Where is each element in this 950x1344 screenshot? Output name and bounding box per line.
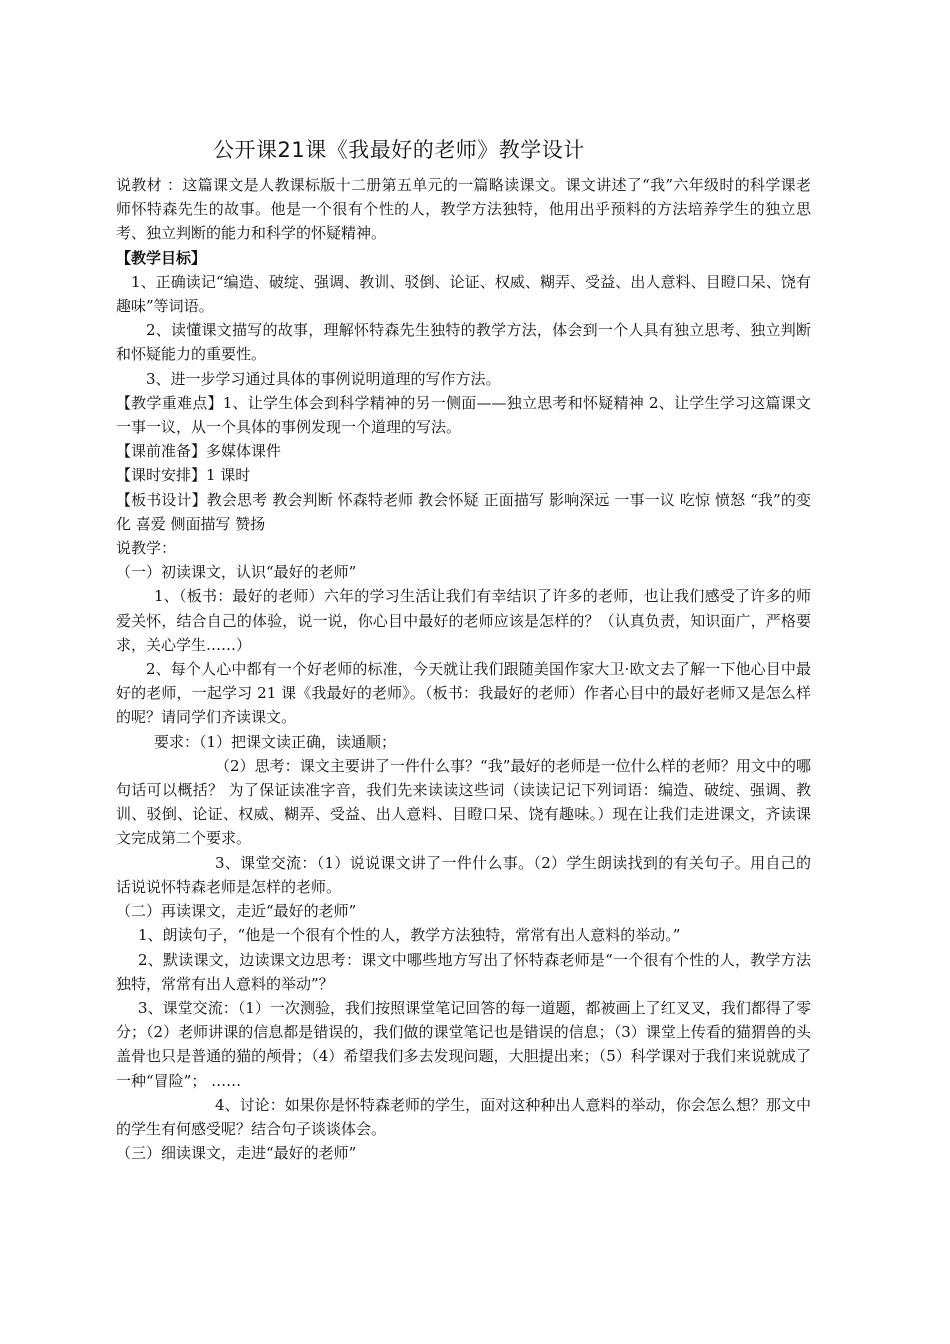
paragraph-preparation: 【课前准备】多媒体课件 — [116, 442, 282, 461]
paragraph-goal-1: 1、正确读记“编造、破绽、强调、教训、驳倒、论证、权威、糊弄、受益、出人意料、目瞪口呆、饶有趣味”等词语。 — [116, 272, 811, 316]
paragraph-schedule: 【课时安排】1 课时 — [116, 466, 251, 485]
section-heading-part-2: （二）再读课文，走近“最好的老师” — [116, 902, 357, 921]
document-title: 公开课21课《我最好的老师》教学设计 — [213, 138, 585, 162]
paragraph-part2-step2: 2、默读课文，边读课文边思考：课文中哪些地方写出了怀特森老师是“一个很有个性的人，教学方法独特，常常有出人意料的举动”？ — [116, 950, 811, 993]
paragraph-part2-step3: 3、课堂交流：（1）一次测验，我们按照课堂笔记回答的每一道题，都被画上了红叉叉，我们都得了零分；（2）老师讲课的信息都是错误的，我们做的课堂笔记也是错误的信息；（3）课堂上传看的猫猬兽的头盖骨也只是普通的猫的颅骨；（4）希望我们多去发现问题，大胆提出来；（5）科学课对于我们来说就成了一种“冒险”； …… — [116, 998, 811, 1090]
paragraph-part2-step1: 1、朗读句子，“他是一个很有个性的人，教学方法独特，常常有出人意料的举动。” — [138, 926, 681, 945]
paragraph-board-design: 【板书设计】教会思考 教会判断 怀森特老师 教会怀疑 正面描写 影响深远 一事一议 吃惊 愤怒 “我”的变化 喜爱 侧面描写 赞扬 — [116, 490, 811, 533]
paragraph-goal-3: 3、进一步学习通过具体的事例说明道理的写作方法。 — [146, 369, 501, 388]
paragraph-goal-2: 2、读懂课文描写的故事，理解怀特森先生独特的教学方法，体会到一个人具有独立思考、独立判断和怀疑能力的重要性。 — [116, 321, 811, 364]
paragraph-part1-step2: 2、每个人心中都有一个好老师的标准，今天就让我们跟随美国作家大卫·欧文去了解一下他心目中最好的老师，一起学习 21 课《我最好的老师》。（板书：我最好的老师）作者心目中的最好老师又是怎么样的呢？请同学们齐读课文。 — [116, 660, 811, 727]
paragraph-textbook-intro: 说教材 ：这篇课文是人教课标版十二册第五单元的一篇略读课文。课文讲述了“我”六年级时的科学课老师怀特森先生的故事。他是一个很有个性的人，教学方法独特，他用出乎预料的方法培养学生的独立思考、独立判断的能力和科学的怀疑精神。 — [116, 176, 811, 243]
paragraph-part2-step4: 4、讨论：如果你是怀特森老师的学生，面对这种种出人意料的举动，你会怎么想？那文中的学生有何感受呢？结合句子谈谈体会。 — [116, 1095, 811, 1138]
paragraph-requirement-2: （2）思考：课文主要讲了一件什么事？“我”最好的老师是一位什么样的老师？用文中的哪句话可以概括？ 为了保证读准字音，我们先来读读这些词（读读记记下列词语：编造、破绽、强调、教训、驳倒、论证、权威、糊弄、受益、出人意料、目瞪口呆、饶有趣味。）现在让我们走进课文，齐读课文完成第二个要求。 — [116, 756, 811, 848]
paragraph-part1-step1: 1、（板书：最好的老师）六年的学习生活让我们有幸结识了许多的老师，也让我们感受了许多的师爱关怀，结合自己的体验，说一说，你心目中最好的老师应该是怎样的？（认真负责，知识面广，严格要求，关心学生……） — [116, 587, 811, 654]
section-heading-part-1: （一）初读课文，认识“最好的老师” — [116, 563, 357, 582]
paragraph-key-points: 【教学重难点】1、让学生体会到科学精神的另一侧面——独立思考和怀疑精神 2、让学生学习这篇课文一事一议，从一个具体的事例发现一个道理的写法。 — [116, 393, 811, 437]
section-heading-part-3: （三）细读课文，走进“最好的老师” — [116, 1144, 357, 1163]
document-body — [116, 173, 811, 1165]
section-heading-goals: 【教学目标】 — [116, 248, 207, 267]
paragraph-part1-step3: 3、课堂交流：（1）说说课文讲了一件什么事。（2）学生朗读找到的有关句子。用自己的话说说怀特森老师是怎样的老师。 — [116, 853, 811, 896]
paragraph-teaching-heading: 说教学： — [116, 539, 177, 558]
paragraph-requirement-1: 要求：（1）把课文读正确，读通顺； — [154, 732, 397, 751]
